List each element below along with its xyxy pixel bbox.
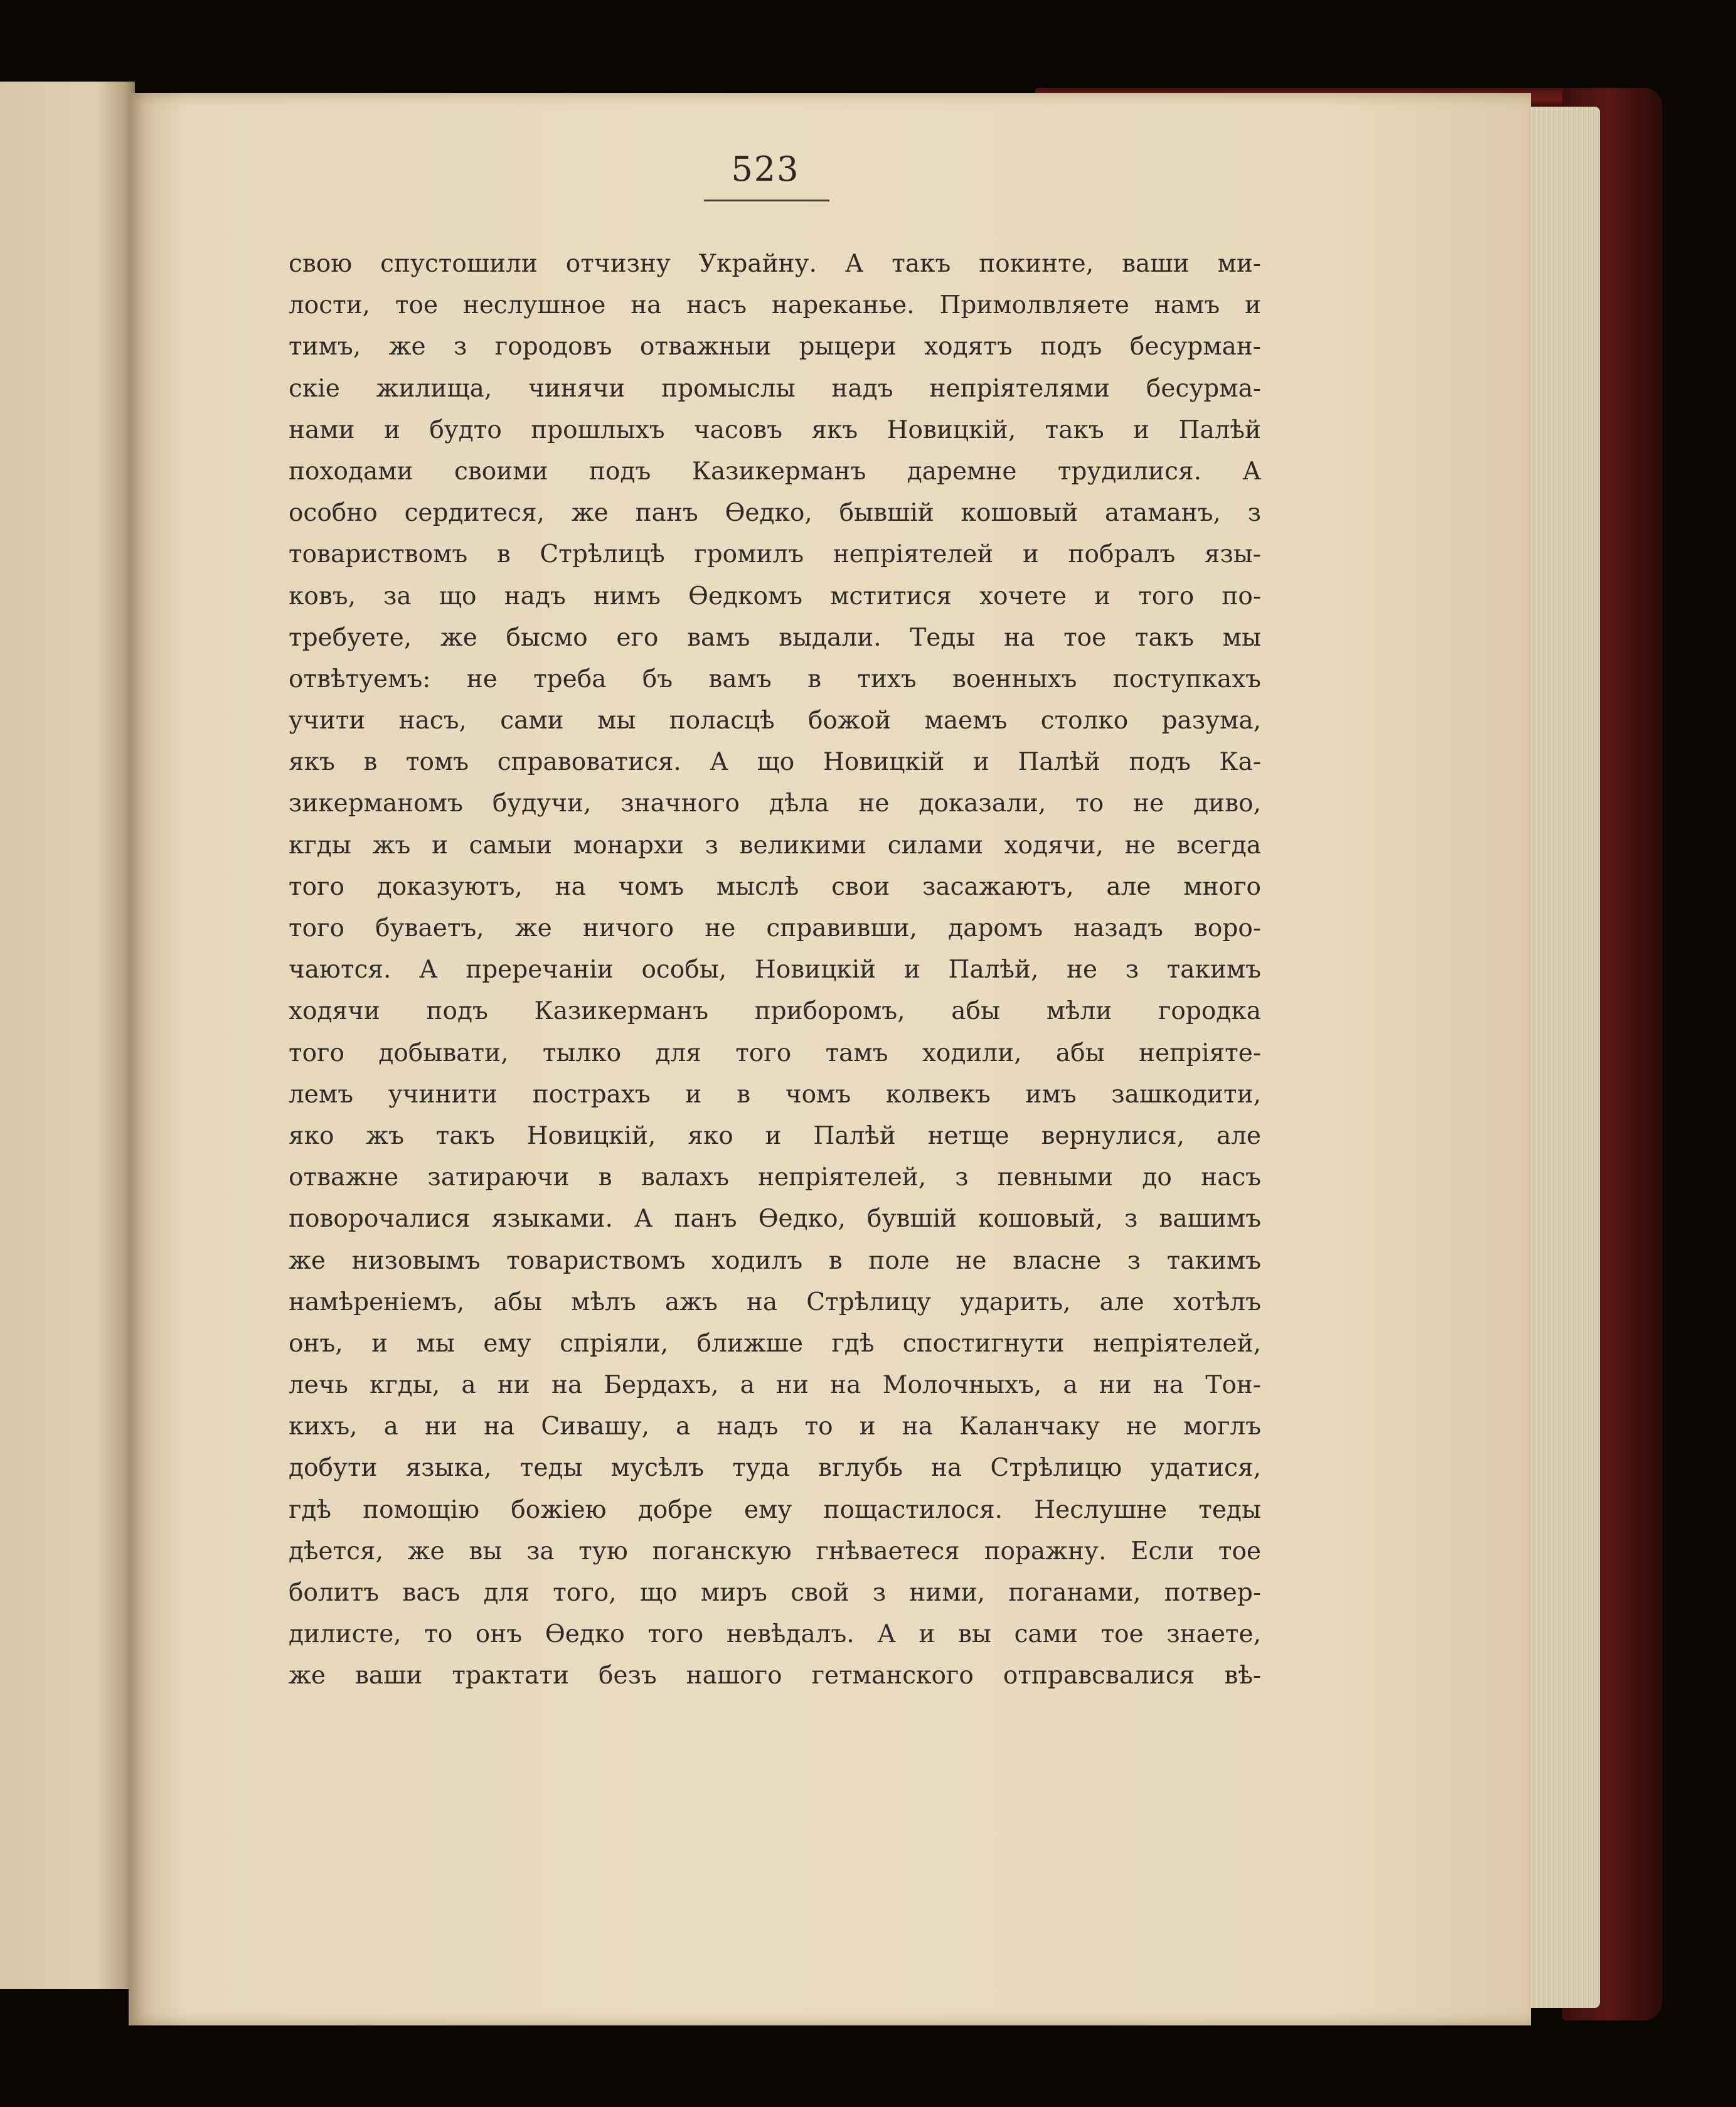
- text-line: лемъ учинити пострахъ и в чомъ колвекъ имъ зашкодити,: [289, 1080, 1261, 1109]
- page-number: 523: [731, 149, 800, 189]
- text-line: отвѣтуемъ: не треба бъ вамъ в тихъ военныхъ поступкахъ: [289, 664, 1261, 693]
- text-line: лости, тое неслушное на насъ нареканье. Примолвляете намъ и: [289, 291, 1261, 320]
- text-line: добути языка, теды мусѣлъ туда вглубь на Стрѣлицю удатися,: [289, 1454, 1261, 1483]
- text-line: того добывати, тылко для того тамъ ходили, абы непріяте-: [289, 1038, 1261, 1067]
- text-line: ковъ, за що надъ нимъ Ѳедкомъ мститися хочете и того по-: [289, 582, 1261, 611]
- text-line: же низовымъ товариствомъ ходилъ в поле не власне з такимъ: [289, 1246, 1261, 1275]
- text-line: дѣется, же вы за тую поганскую гнѣваетеся поражну. Если тое: [289, 1537, 1261, 1566]
- text-line: яко жъ такъ Новицкій, яко и Палѣй нетще вернулися, але: [289, 1121, 1261, 1150]
- text-line: того буваетъ, же ничого не справивши, даромъ назадъ воро-: [289, 914, 1261, 942]
- text-line: зикерманомъ будучи, значного дѣла не доказали, то не диво,: [289, 789, 1261, 818]
- text-line: кихъ, а ни на Сивашу, а надъ то и на Каланчаку не моглъ: [289, 1412, 1261, 1441]
- text-line: свою спустошили отчизну Украйну. А такъ покинте, ваши ми-: [289, 250, 1261, 278]
- text-line: товариствомъ в Стрѣлицѣ громилъ непріятелей и побралъ язы-: [289, 540, 1261, 569]
- text-line: походами своими подъ Казикерманъ даремне трудилися. А: [289, 457, 1261, 486]
- text-line: учити насъ, сами мы поласцѣ божой маемъ столко разума,: [289, 707, 1261, 735]
- text-line: скіе жилища, чинячи промыслы надъ непріятелями бесурма-: [289, 374, 1261, 403]
- text-line: отважне затираючи в валахъ непріятелей, з певными до насъ: [289, 1163, 1261, 1192]
- text-line: дилисте, то онъ Ѳедко того невѣдалъ. А и вы сами тое знаете,: [289, 1620, 1261, 1649]
- text-line: требуете, же бысмо его вамъ выдали. Теды на тое такъ мы: [289, 623, 1261, 652]
- text-line: ходячи подъ Казикерманъ приборомъ, абы мѣли городка: [289, 997, 1261, 1026]
- text-line: нами и будто прошлыхъ часовъ якъ Новицкій, такъ и Палѣй: [289, 415, 1261, 444]
- body-text: [289, 243, 1261, 1697]
- text-line: особно сердитеся, же панъ Ѳедко, бывшій кошовый атаманъ, з: [289, 499, 1261, 528]
- text-line: лечь кгды, а ни на Бердахъ, а ни на Молочныхъ, а ни на Тон-: [289, 1371, 1261, 1400]
- page-number-underline: [704, 200, 829, 201]
- facing-page-left: [0, 82, 135, 1989]
- text-line: гдѣ помощію божіею добре ему пощастилося. Неслушне теды: [289, 1495, 1261, 1524]
- text-line: поворочалися языками. А панъ Ѳедко, бувшій кошовый, з вашимъ: [289, 1205, 1261, 1234]
- text-line: того доказуютъ, на чомъ мыслѣ свои засажаютъ, але много: [289, 872, 1261, 901]
- text-line: якъ в томъ справоватися. А що Новицкій и Палѣй подъ Ка-: [289, 748, 1261, 777]
- text-line: болитъ васъ для того, що миръ свой з ними, поганами, потвер-: [289, 1579, 1261, 1607]
- text-line: тимъ, же з городовъ отважныи рыцери ходятъ подъ бесурман-: [289, 333, 1261, 361]
- text-line: чаются. А преречаніи особы, Новицкій и Палѣй, не з такимъ: [289, 956, 1261, 984]
- text-line: намѣреніемъ, абы мѣлъ ажъ на Стрѣлицу ударить, але хотѣлъ: [289, 1288, 1261, 1316]
- text-line: кгды жъ и самыи монархи з великими силами ходячи, не всегда: [289, 831, 1261, 860]
- text-line: онъ, и мы ему спріяли, ближше гдѣ спостигнути непріятелей,: [289, 1329, 1261, 1358]
- text-line: же ваши трактати безъ нашого гетманского отправсвалися вѣ-: [289, 1662, 1261, 1690]
